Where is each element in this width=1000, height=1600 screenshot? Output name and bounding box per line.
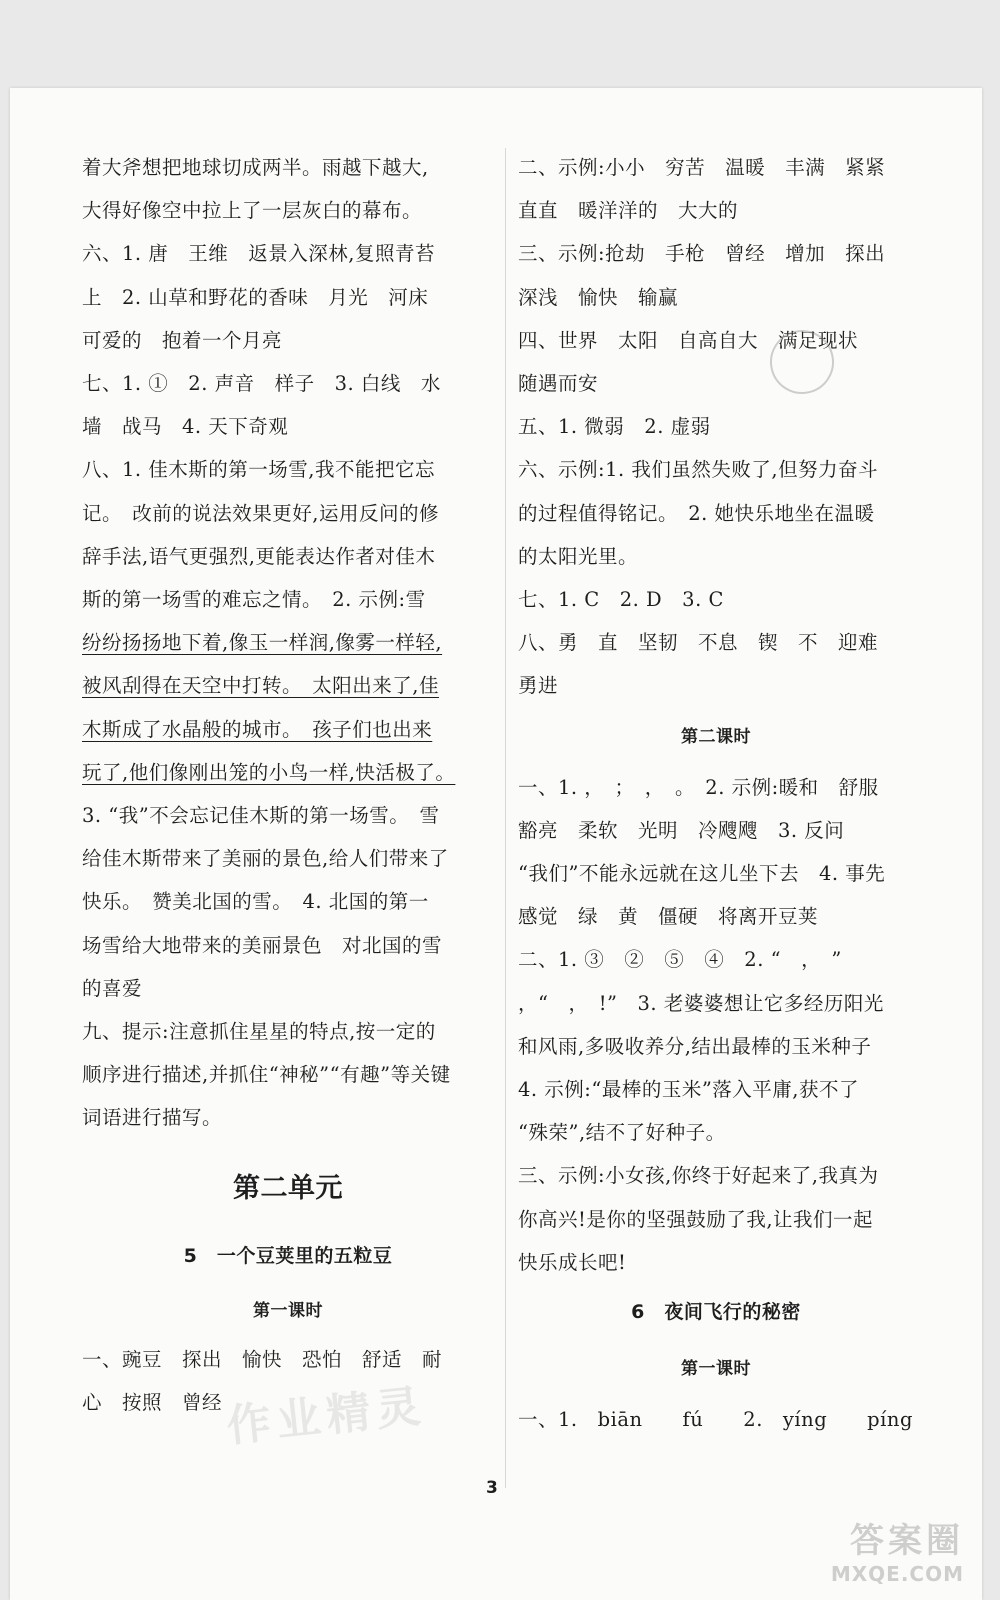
text-line: 辞手法,语气更强烈,更能表达作者对佳木 — [82, 544, 436, 568]
text-line: 八、1. 佳木斯的第一场雪,我不能把它忘 — [82, 458, 436, 482]
session-title: 第一课时 — [681, 1359, 751, 1380]
underlined-text-line: 玩了,他们像刚出笼的小鸟一样,快活极了。 — [82, 760, 456, 784]
site-logo — [831, 1513, 964, 1586]
text-line: 4. 示例:“最棒的玉米”落入平庸,获不了 — [518, 1078, 860, 1102]
text-line: “殊荣”,结不了好种子。 — [518, 1121, 726, 1145]
logo-text: 答案圈 — [850, 1521, 964, 1561]
text-line: 六、1. 唐 王维 返景入深林,复照青苔 — [82, 242, 436, 266]
text-line: 随遇而安 — [518, 372, 599, 396]
text-line: 四、世界 太阳 自高自大 满足现状 — [518, 328, 859, 352]
text-line: 和风雨,多吸收养分,结出最棒的玉米种子 — [518, 1034, 872, 1058]
text-line: 快乐成长吧! — [518, 1250, 627, 1274]
text-line: 的喜爱 — [82, 976, 143, 1000]
text-line: 场雪给大地带来的美丽景色 对北国的雪 — [82, 933, 443, 957]
text-line: ，“ ， !” 3. 老婆婆想让它多经历阳光 — [518, 991, 884, 1015]
text-line: 三、示例:小女孩,你终于好起来了,我真为 — [518, 1164, 879, 1188]
workbook-page — [10, 88, 982, 1600]
text-line: 词语进行描写。 — [82, 1106, 223, 1130]
column-divider — [505, 148, 506, 1488]
text-line: 勇进 — [518, 674, 559, 698]
text-line: 七、1. ① 2. 声音 样子 3. 白线 水 — [82, 372, 441, 396]
text-line: 六、示例:1. 我们虽然失败了,但努力奋斗 — [518, 458, 879, 482]
text-line: “我们”不能永远就在这儿坐下去 4. 事先 — [518, 862, 886, 886]
text-line: 的过程值得铭记。 2. 她快乐地坐在温暖 — [518, 501, 875, 525]
text-line: 给佳木斯带来了美丽的景色,给人们带来了 — [82, 847, 449, 871]
lesson-title: 6 夜间飞行的秘密 — [631, 1301, 801, 1324]
text-line: 顺序进行描述,并抓住“神秘”“有趣”等关键 — [82, 1063, 451, 1087]
text-line: 着大斧想把地球切成两半。雨越下越大, — [82, 156, 429, 179]
text-line: 一、1. ， ； ， 。 2. 示例:暖和 舒服 — [518, 775, 879, 799]
text-line: 斯的第一场雪的难忘之情。 2. 示例:雪 — [82, 588, 426, 612]
text-line: 二、1. ③ ② ⑤ ④ 2. “ ， ” — [518, 948, 842, 972]
logo-url: MXQE.COM — [830, 1562, 964, 1586]
right-column — [518, 146, 914, 1441]
text-line: 上 2. 山草和野花的香味 月光 河床 — [82, 285, 429, 309]
text-line: 一、豌豆 探出 愉快 恐怕 舒适 耐 — [82, 1347, 443, 1371]
session-title: 第二课时 — [681, 726, 751, 747]
text-line: 快乐。 赞美北国的雪。 4. 北国的第一 — [82, 890, 429, 914]
left-column — [82, 146, 494, 1424]
text-line: 二、示例:小小 穷苦 温暖 丰满 紧紧 — [518, 156, 886, 179]
text-line: 记。 改前的说法效果更好,运用反问的修 — [82, 501, 439, 525]
text-line: 五、1. 微弱 2. 虚弱 — [518, 415, 711, 439]
text-line: 心 按照 曾经 — [82, 1390, 223, 1414]
page-number: 3 — [486, 1478, 498, 1498]
lesson-title: 5 一个豆荚里的五粒豆 — [183, 1244, 393, 1267]
text-line: 的太阳光里。 — [518, 544, 639, 568]
text-line: 感觉 绿 黄 僵硬 将离开豆荚 — [518, 905, 819, 929]
text-line: 八、勇 直 坚韧 不息 锲 不 迎难 — [518, 631, 879, 655]
text-line: 深浅 愉快 输赢 — [518, 285, 679, 309]
unit-title: 第二单元 — [233, 1172, 343, 1204]
underlined-text-line: 纷纷扬扬地下着,像玉一样润,像雾一样轻, — [82, 631, 443, 655]
session-title: 第一课时 — [253, 1300, 323, 1321]
text-line: 大得好像空中拉上了一层灰白的幕布。 — [82, 199, 423, 223]
pinyin-line: 一、1. biān fú 2. yíng píng — [518, 1408, 913, 1432]
text-line: 豁亮 柔软 光明 冷飕飕 3. 反问 — [518, 818, 845, 842]
text-line: 三、示例:抢劫 手枪 曾经 增加 探出 — [518, 242, 886, 266]
text-line: 3. “我”不会忘记佳木斯的第一场雪。 雪 — [82, 804, 440, 828]
watermark-text: 作业精灵 — [224, 1380, 429, 1453]
text-line: 直直 暖洋洋的 大大的 — [518, 199, 739, 223]
text-line: 七、1. C 2. D 3. C — [518, 588, 724, 612]
text-line: 你高兴!是你的坚强鼓励了我,让我们一起 — [518, 1207, 874, 1231]
text-line: 九、提示:注意抓住星星的特点,按一定的 — [82, 1020, 436, 1044]
underlined-text-line: 被风刮得在天空中打转。 太阳出来了,佳 — [82, 674, 439, 698]
underlined-text-line: 木斯成了水晶般的城市。 孩子们也出来 — [82, 717, 433, 741]
text-line: 可爱的 抱着一个月亮 — [82, 328, 283, 352]
text-line: 墙 战马 4. 天下奇观 — [82, 415, 289, 439]
